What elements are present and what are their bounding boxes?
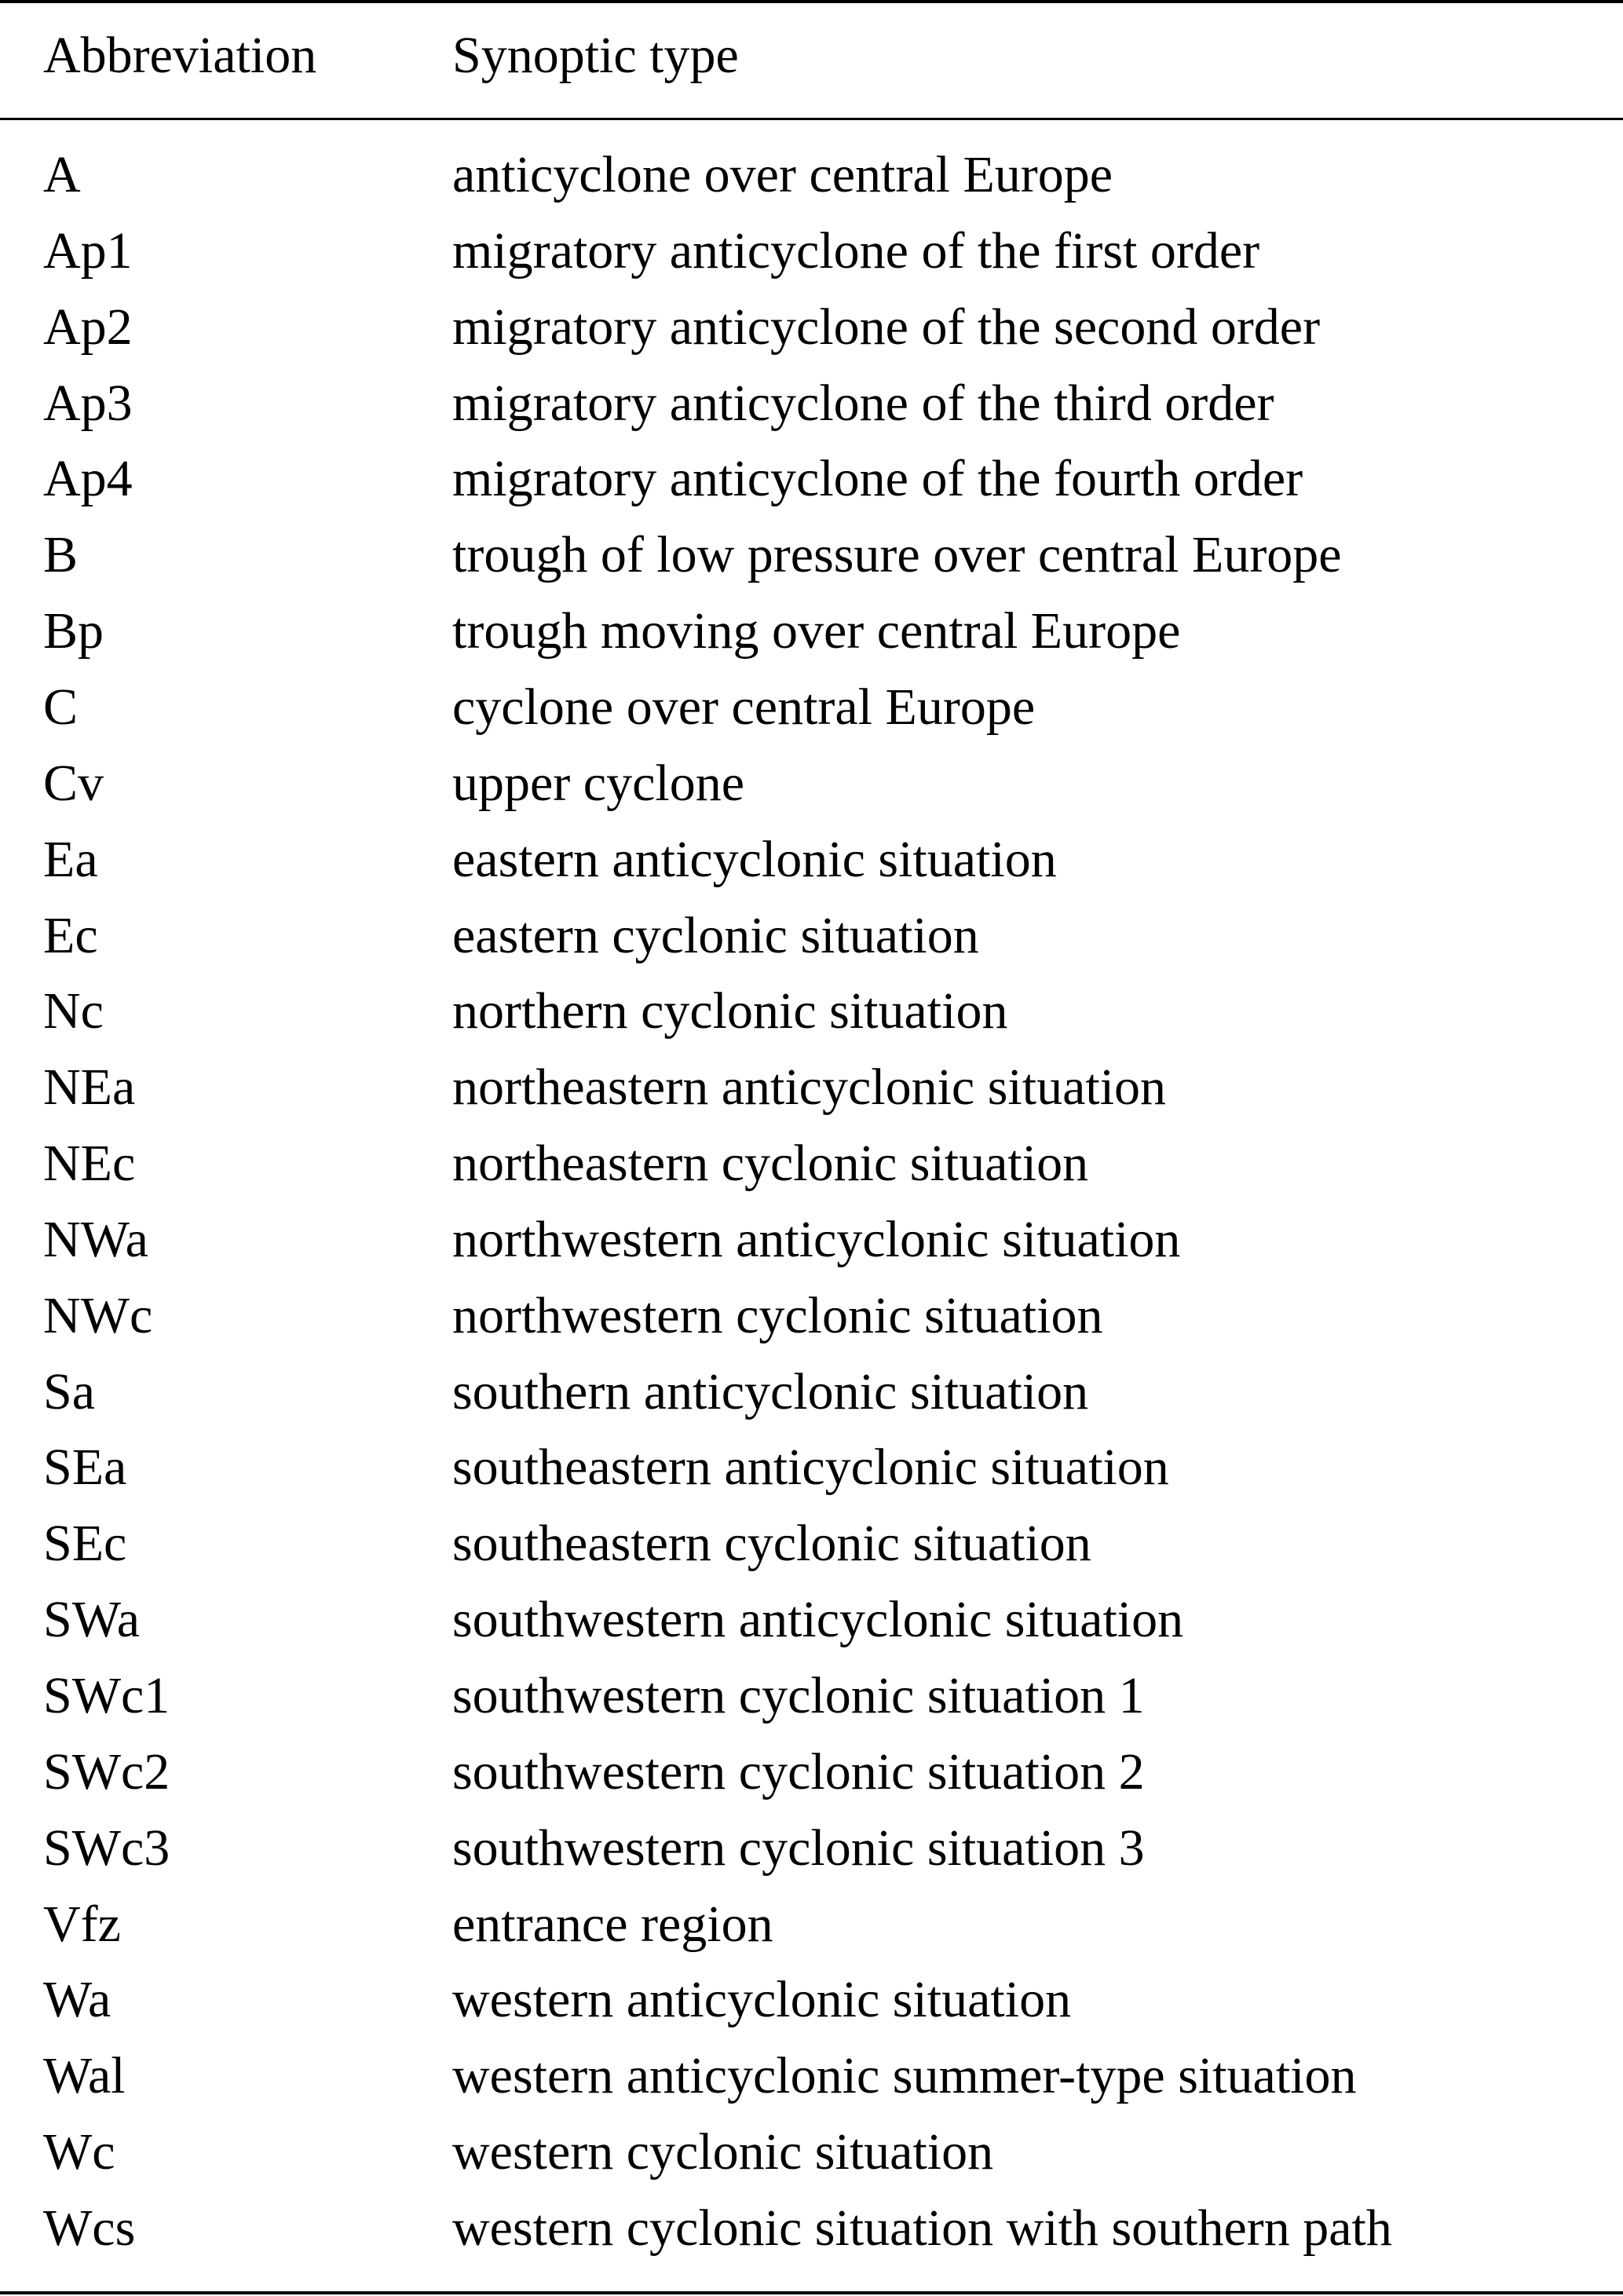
table-row [0, 821, 1623, 898]
abbreviation-cell: NEc [43, 1135, 136, 1193]
abbreviation-cell: Ap3 [43, 374, 133, 432]
abbreviation-cell: SEa [43, 1439, 127, 1497]
synoptic-type-cell: eastern anticyclonic situation [452, 830, 1057, 888]
abbreviation-cell: Nc [43, 982, 104, 1040]
table-row [0, 1810, 1623, 1886]
table-row [0, 1429, 1623, 1505]
table-row [0, 1125, 1623, 1201]
synoptic-type-cell: southeastern anticyclonic situation [452, 1439, 1169, 1497]
table-row [0, 593, 1623, 669]
synoptic-type-cell: western cyclonic situation with southern path [452, 2199, 1392, 2257]
synoptic-type-cell: migratory anticyclone of the third order [452, 374, 1274, 432]
synoptic-type-cell: trough of low pressure over central Europe [452, 526, 1342, 584]
abbreviation-cell: Cv [43, 754, 104, 812]
table-row [0, 2114, 1623, 2190]
table-row [0, 1734, 1623, 1810]
abbreviation-cell: Ap2 [43, 298, 133, 356]
table-top-rule [0, 0, 1623, 3]
abbreviation-cell: Wcs [43, 2199, 136, 2257]
synoptic-type-cell: southwestern cyclonic situation 3 [452, 1819, 1145, 1877]
synoptic-type-cell: migratory anticyclone of the fourth order [452, 450, 1303, 508]
synoptic-type-cell: northern cyclonic situation [452, 982, 1008, 1040]
table-row [0, 898, 1623, 974]
table-row [0, 1354, 1623, 1430]
abbreviation-cell: Bp [43, 602, 104, 660]
abbreviation-cell: Ec [43, 906, 98, 964]
table-row [0, 1658, 1623, 1734]
synoptic-type-cell: western anticyclonic situation [452, 1971, 1072, 2029]
table-row [0, 2190, 1623, 2266]
table-row [0, 365, 1623, 441]
table-row [0, 137, 1623, 213]
synoptic-type-cell: southern anticyclonic situation [452, 1362, 1089, 1420]
abbreviation-cell: Ea [43, 830, 98, 888]
synoptic-type-cell: southwestern cyclonic situation 2 [452, 1742, 1145, 1801]
synoptic-type-cell: cyclone over central Europe [452, 678, 1036, 736]
table-row [0, 213, 1623, 289]
table-row [0, 973, 1623, 1049]
abbreviation-cell: NWa [43, 1210, 148, 1268]
abbreviation-cell: NEa [43, 1058, 136, 1117]
abbreviation-cell: Wa [43, 1971, 111, 2029]
abbreviation-cell: Vfz [43, 1895, 121, 1953]
table-row [0, 1961, 1623, 2038]
table-bottom-rule [0, 2291, 1623, 2294]
abbreviation-cell: NWc [43, 1286, 153, 1344]
synoptic-type-cell: northwestern cyclonic situation [452, 1286, 1103, 1344]
abbreviation-cell: Sa [43, 1362, 95, 1420]
abbreviation-cell: SWa [43, 1591, 141, 1649]
table-header-rule [0, 118, 1623, 120]
synoptic-type-cell: upper cyclone [452, 754, 744, 812]
table-row [0, 2038, 1623, 2114]
synoptic-type-cell: trough moving over central Europe [452, 602, 1181, 660]
synoptic-type-cell: northeastern cyclonic situation [452, 1135, 1089, 1193]
synoptic-type-cell: migratory anticyclone of the first order [452, 221, 1260, 280]
abbreviation-cell: Ap4 [43, 450, 133, 508]
abbreviation-cell: C [43, 678, 79, 736]
table-row [0, 745, 1623, 821]
abbreviation-cell: SWc1 [43, 1667, 170, 1724]
table-row [0, 1581, 1623, 1658]
table-row [0, 517, 1623, 593]
header-synoptic-type: Synoptic type [452, 27, 739, 84]
abbreviation-cell: Wal [43, 2047, 126, 2105]
synoptic-type-cell: southwestern anticyclonic situation [452, 1591, 1184, 1649]
table-row [0, 1505, 1623, 1581]
synoptic-type-cell: southeastern cyclonic situation [452, 1515, 1091, 1573]
synoptic-type-cell: migratory anticyclone of the second order [452, 298, 1321, 356]
header-abbreviation: Abbreviation [43, 27, 317, 84]
synoptic-type-cell: anticyclone over central Europe [452, 146, 1113, 203]
table-row [0, 1201, 1623, 1278]
synoptic-type-cell: western anticyclonic summer-type situation [452, 2047, 1357, 2105]
synoptic-type-cell: western cyclonic situation [452, 2123, 994, 2181]
abbreviation-cell: Ap1 [43, 221, 133, 280]
table-row [0, 289, 1623, 365]
abbreviation-cell: B [43, 526, 79, 584]
synoptic-type-cell: eastern cyclonic situation [452, 906, 979, 964]
synoptic-type-cell: southwestern cyclonic situation 1 [452, 1667, 1145, 1724]
abbreviation-cell: A [43, 146, 81, 203]
table-row [0, 1049, 1623, 1125]
table-row [0, 669, 1623, 745]
table-row [0, 1278, 1623, 1354]
synoptic-type-cell: entrance region [452, 1895, 773, 1953]
table-row [0, 441, 1623, 517]
table-header-row [0, 17, 1623, 93]
abbreviation-cell: SWc2 [43, 1742, 170, 1801]
abbreviation-cell: SWc3 [43, 1819, 170, 1877]
synoptic-type-cell: northwestern anticyclonic situation [452, 1210, 1181, 1268]
synoptic-type-cell: northeastern anticyclonic situation [452, 1058, 1167, 1117]
table-row [0, 1886, 1623, 1962]
abbreviation-cell: Wc [43, 2123, 115, 2181]
abbreviation-cell: SEc [43, 1515, 127, 1573]
